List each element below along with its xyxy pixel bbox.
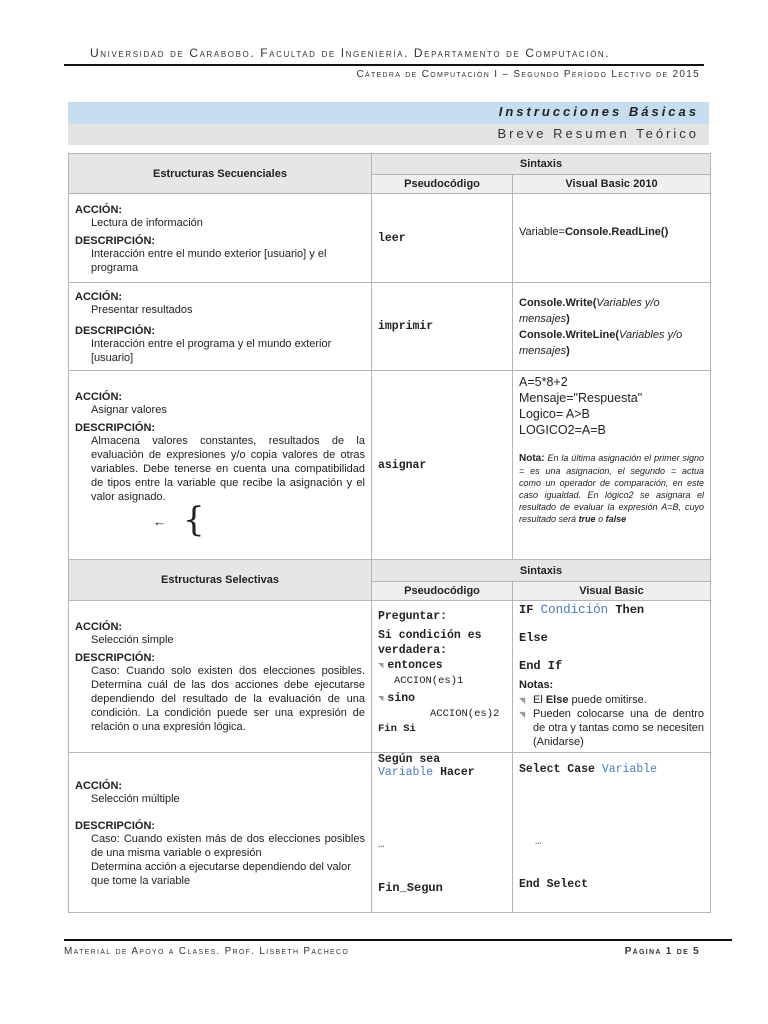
descripcion-text: Almacena valores constantes, resultados de la evaluación de expresiones y/o copia valores de otras variables. Debe tenerse en cuenta una compatibilidad de tipos entre la variable que recibe la asignación y el valor asignado. [91, 434, 365, 503]
table-row [69, 371, 711, 560]
assign-note [519, 452, 704, 525]
vb-writeline: Console.WriteLine( [519, 328, 620, 341]
note1-pre: El [533, 694, 546, 706]
table-row [69, 283, 711, 371]
vb-assign-3: Logico= A>B [519, 407, 590, 421]
accion-label: ACCIÓN: [75, 203, 123, 216]
vb-writeline-close: ) [566, 344, 570, 357]
arrow-icon: ← [153, 513, 166, 529]
pseudo-fin-si: Fin Si [378, 723, 416, 735]
subtitle-band [68, 124, 709, 145]
vb-writeline-arg: Variables y/o mensajes [519, 328, 683, 357]
vb-condicion: Condición [540, 603, 609, 617]
section1-title: Estructuras Secuenciales [69, 154, 372, 194]
pseudo-imprimir: imprimir [378, 320, 434, 333]
descripcion-text: Interacción entre el mundo exterior [usuario] y el programa [91, 247, 327, 274]
pseudo-si-condicion: Si condición es verdadera: [378, 629, 482, 657]
bullet-icon: ◥ [378, 694, 384, 704]
note1-post: puede omitirse. [568, 694, 647, 706]
section1-col-pseudo: Pseudocódigo [372, 175, 513, 194]
vb-assign-4: LOGICO2=A=B [519, 423, 606, 437]
doc-subtitle: Breve Resumen Teórico [497, 126, 699, 141]
accion-text: Lectura de información [91, 216, 203, 229]
vb-then: Then [615, 603, 645, 617]
pseudo-asignar: asignar [378, 458, 427, 472]
descripcion-text-1: Caso: Cuando existen más de dos elecciones posibles de una misma variable o expresión [91, 832, 365, 859]
descripcion-label: DESCRIPCIÓN: [75, 819, 156, 832]
descripcion-label: DESCRIPCIÓN: [75, 421, 156, 434]
pseudo-leer: leer [378, 231, 406, 245]
title-band [68, 102, 709, 124]
pseudo-hacer: Hacer [440, 766, 475, 779]
section2-title: Estructuras Selectivas [69, 560, 372, 601]
vb-if: IF [519, 603, 534, 617]
section1-col-vb: Visual Basic 2010 [513, 175, 711, 194]
vb-variable: Variable [601, 763, 658, 776]
accion-label: ACCIÓN: [75, 390, 123, 403]
notes-label: Notas: [519, 679, 554, 691]
vb-end-select: End Select [519, 878, 589, 891]
pseudo-preguntar: Preguntar: [378, 610, 448, 623]
doc-title: Instrucciones Básicas [498, 104, 699, 119]
pseudo-variable: Variable [378, 766, 434, 779]
vb-readline-prefix: Variable= [519, 226, 565, 238]
notes-list [519, 693, 704, 749]
descripcion-label: DESCRIPCIÓN: [75, 234, 156, 247]
descripcion-text: Interacción entre el programa y el mundo exterior [usuario] [91, 337, 332, 364]
vb-select-case: Select Case [519, 763, 595, 776]
vb-assign-1: A=5*8+2 [519, 375, 568, 389]
bullet-icon: ◥ [378, 661, 384, 671]
accion-label: ACCIÓN: [75, 779, 123, 792]
section1-syntax-label: Sintaxis [372, 154, 711, 175]
brace-icon: { [183, 499, 205, 540]
pseudo-accion1: ACCION(es)1 [394, 675, 464, 687]
accion-label: ACCIÓN: [75, 290, 123, 303]
instructions-table [68, 153, 711, 913]
accion-text: Presentar resultados [91, 303, 193, 316]
descripcion-text-2: Determina acción a ejecutarse dependiendo del valor que tome la variable [91, 860, 351, 887]
note-o: o [598, 514, 604, 524]
footer-page-number: Página 1 de 5 [624, 946, 700, 957]
pseudo-fin-segun: Fin_Segun [378, 881, 443, 895]
accion-text: Selección simple [91, 634, 174, 646]
pseudo-segun-sea: Según sea [378, 753, 441, 766]
note-true: true [578, 514, 596, 524]
descripcion-text: Caso: Cuando solo existen dos elecciones posibles. Determina cuál de las dos acciones debe ejecutarse dependiendo del resultado de la evaluación de una condición. La condición puede ser una expresión de relación o una expresión lógica. [91, 665, 365, 733]
list-item: ◥ Pueden colocarse una de dentro de otra y tantas como se necesiten (Anidarse) [533, 707, 704, 749]
pseudo-dots: … [378, 839, 385, 851]
vb-readline: Console.ReadLine() [564, 226, 669, 238]
footer-left: Material de Apoyo a Clases. Prof. Lisbeth Pacheco [64, 946, 350, 957]
pseudo-accion2: ACCION(es)2 [430, 708, 500, 720]
descripcion-label: DESCRIPCIÓN: [75, 652, 156, 664]
list-item [533, 693, 704, 707]
vb-end-if: End If [519, 659, 563, 673]
table-row [69, 601, 711, 753]
descripcion-label: DESCRIPCIÓN: [75, 324, 156, 337]
table-row [69, 753, 711, 913]
header-rule [64, 64, 704, 66]
vb-write-arg: Variables y/o mensajes [519, 296, 660, 325]
note1-else: Else [545, 694, 569, 706]
vb-else: Else [519, 631, 548, 645]
accion-text: Selección múltiple [91, 792, 180, 805]
vb-write: Console.Write( [519, 296, 597, 309]
section2-syntax-label: Sintaxis [372, 560, 711, 582]
note-text: En la última asignación el primer signo = es una asignacion, el segundo = actua como un operador de comparación, en este caso igualdad. En lógico2 se asignara el resultado de evaluar la expresión A=B, cuyo resultado será [519, 453, 704, 524]
accion-label: ACCIÓN: [75, 621, 123, 633]
section2-col-pseudo: Pseudocódigo [372, 582, 513, 601]
accion-text: Asignar valores [91, 403, 167, 416]
section2-col-vb: Visual Basic [513, 582, 711, 601]
note-false: false [605, 514, 627, 524]
pseudo-entonces: entonces [387, 659, 443, 672]
header-university: Universidad de Carabobo. Facultad de Ingeniería. Departamento de Computación. [90, 46, 611, 60]
table-row [69, 194, 711, 283]
note-label: Nota: [519, 453, 545, 464]
header-course: Cátedra de Computación I – Segundo Período Lectivo de 2015 [356, 69, 700, 80]
vb-assign-2: Mensaje="Respuesta" [519, 391, 643, 405]
pseudo-sino: sino [387, 692, 416, 705]
footer-rule [64, 939, 732, 941]
vb-write-close: ) [566, 312, 570, 325]
vb-dots: … [535, 836, 542, 848]
